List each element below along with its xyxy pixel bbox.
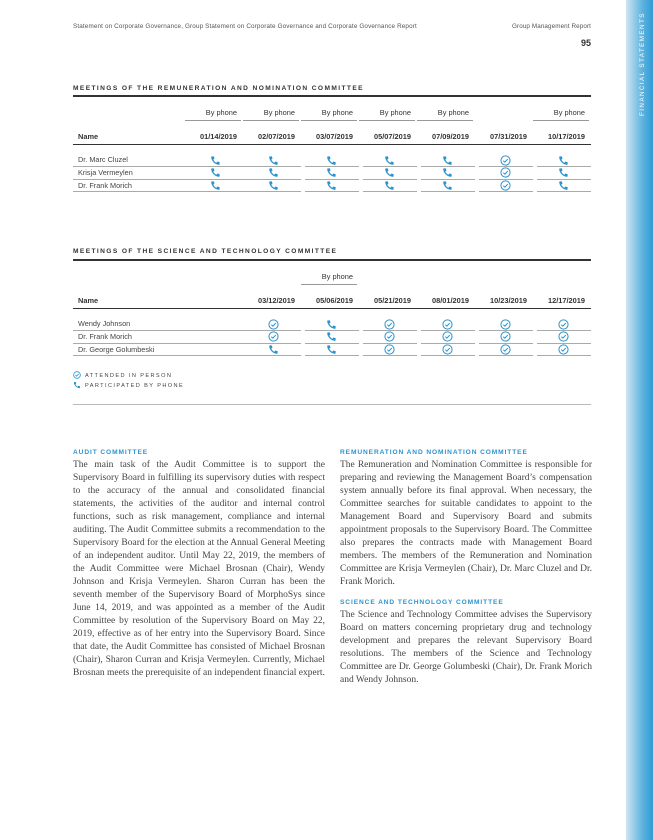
remuneration-text: The Remuneration and Nomination Committee is responsible for preparing and reviewing the Management Board’s compensation system annually before its final approval. When necessary, the Committee searches for suitable candidates to appoint to the Management Board and Supervisory Board and submits appointment proposals to the Supervisory Board. The Committee also prepares the contracts made with Management Board members. The members of the Remuneration and Nomination Committee are Krisja Vermeylen (Chair), Dr. Marc Cluzel and Dr. Frank Morich. [340,460,592,587]
legend-phone [73,381,184,391]
check-circle-icon [500,167,512,179]
date-header: 05/07/2019 [374,132,411,141]
phone-icon [384,180,396,192]
check-circle-icon [268,331,280,343]
phone-icon [442,155,454,167]
member-name: Wendy Johnson [78,319,131,328]
by-phone-underline [417,120,473,121]
header-rule [73,144,591,145]
check-circle-icon [442,331,454,343]
check-circle-icon [73,371,81,381]
phone-icon [73,381,81,391]
phone-icon [384,155,396,167]
by-phone-underline [359,120,415,121]
date-header: 05/06/2019 [316,296,353,305]
legend-in-person [73,371,184,381]
check-circle-icon [442,344,454,356]
page-number: 95 [580,38,591,48]
table1-title: MEETINGS OF THE REMUNERATION AND NOMINATION COMMITTEE [73,85,364,92]
row-rule [73,355,269,356]
phone-icon [326,155,338,167]
phone-icon [326,319,338,331]
phone-icon [210,180,222,192]
date-header: 07/31/2019 [490,132,527,141]
phone-icon [326,167,338,179]
check-circle-icon [384,331,396,343]
member-name: Dr. Frank Morich [78,180,132,190]
check-circle-icon [268,319,280,331]
row-rule [73,343,269,344]
check-circle-icon [500,155,512,167]
phone-icon [268,344,280,356]
by-phone-label: By phone [437,108,469,117]
member-name: Dr. George Golumbeski [78,344,155,354]
by-phone-underline [533,120,589,121]
phone-icon [268,180,280,192]
by-phone-label: By phone [263,108,295,117]
phone-icon [558,167,570,179]
running-header: Statement on Corporate Governance, Group Statement on Corporate Governance and Corporate Governance Report [73,23,417,30]
date-header: 10/17/2019 [548,132,585,141]
phone-icon [442,167,454,179]
phone-icon [210,167,222,179]
phone-icon [326,331,338,343]
date-header: 03/12/2019 [258,296,295,305]
date-header: 03/07/2019 [316,132,353,141]
phone-icon [558,180,570,192]
check-circle-icon [558,331,570,343]
name-header: Name [78,132,99,141]
member-name: Dr. Frank Morich [78,331,132,341]
legend-in-person-label: ATTENDED IN PERSON [85,373,173,379]
by-phone-underline [301,284,357,285]
date-header: 07/09/2019 [432,132,469,141]
by-phone-label: By phone [205,108,237,117]
phone-icon [268,167,280,179]
audit-heading: AUDIT COMMITTEE [73,449,149,456]
legend-phone-label: PARTICIPATED BY PHONE [85,383,185,389]
date-header: 01/14/2019 [200,132,237,141]
right-column [340,449,592,687]
row-rule [73,330,269,331]
by-phone-label: By phone [321,272,353,281]
section-header: Group Management Report [512,23,591,30]
side-tab[interactable] [626,0,653,840]
check-circle-icon [500,331,512,343]
remuneration-meetings-table [73,96,591,196]
phone-icon [558,155,570,167]
side-tab-label: FINANCIAL STATEMENTS [639,12,646,116]
date-header: 12/17/2019 [548,296,585,305]
legend [73,371,184,391]
member-name: Dr. Marc Cluzel [78,155,128,164]
audit-text: The main task of the Audit Committee is to support the Supervisory Board in fulfilling its supervisory duties with respect to the accuracy of the annual and consolidated financial statements, the activities of the auditor and internal control functions, such as risk management, compliance and internal auditing. The Audit Committee submits a recommendation to the Supervisory Board for the election at the Annual General Meeting of an independent auditor. Until May 22, 2019, the members of the Audit Committee were Michael Brosnan (Chair), Wendy Johnson and Krisja Vermeylen. Sharon Curran has been the seventh member of the Supervisory Board of MorphoSys since June 14, 2019, and was appointed as a member of the Audit Committee by resolution of the Supervisory Board on May 22, 2019, effective as of her entry into the Supervisory Board. Since that date, the Audit Committee has consisted of Michael Brosnan (Chair), Sharon Curran and Krisja Vermeylen. Currently, Michael Brosnan meets the prerequisite of an independent financial expert. [73,460,325,678]
date-header: 08/01/2019 [432,296,469,305]
date-header: 05/21/2019 [374,296,411,305]
remuneration-heading: REMUNERATION AND NOMINATION COMMITTEE [340,449,528,456]
check-circle-icon [442,319,454,331]
table2-title: MEETINGS OF THE SCIENCE AND TECHNOLOGY COMMITTEE [73,248,338,255]
by-phone-underline [243,120,299,121]
check-circle-icon [500,344,512,356]
by-phone-underline [301,120,357,121]
member-name: Krisja Vermeylen [78,167,133,177]
by-phone-underline [185,120,241,121]
date-header: 02/07/2019 [258,132,295,141]
phone-icon [384,167,396,179]
by-phone-label: By phone [321,108,353,117]
check-circle-icon [500,180,512,192]
check-circle-icon [558,344,570,356]
science-meetings-table [73,260,591,360]
check-circle-icon [384,319,396,331]
check-circle-icon [384,344,396,356]
phone-icon [442,180,454,192]
science-heading: SCIENCE AND TECHNOLOGY COMMITTEE [340,599,504,606]
phone-icon [210,155,222,167]
phone-icon [326,344,338,356]
check-circle-icon [500,319,512,331]
audit-committee-column [73,449,325,680]
name-header: Name [78,296,99,305]
science-text: The Science and Technology Committee advises the Supervisory Board on matters concerning proprietary drug and technology development and prepares the relevant Supervisory Board resolutions. The members of the Science and Technology Committee are Dr. George Golumbeski (Chair), Dr. Frank Morich and Wendy Johnson. [340,610,592,685]
by-phone-label: By phone [379,108,411,117]
check-circle-icon [558,319,570,331]
phone-icon [268,155,280,167]
section-divider [73,404,591,405]
date-header: 10/23/2019 [490,296,527,305]
phone-icon [326,180,338,192]
by-phone-label: By phone [553,108,585,117]
header-rule [73,308,591,309]
